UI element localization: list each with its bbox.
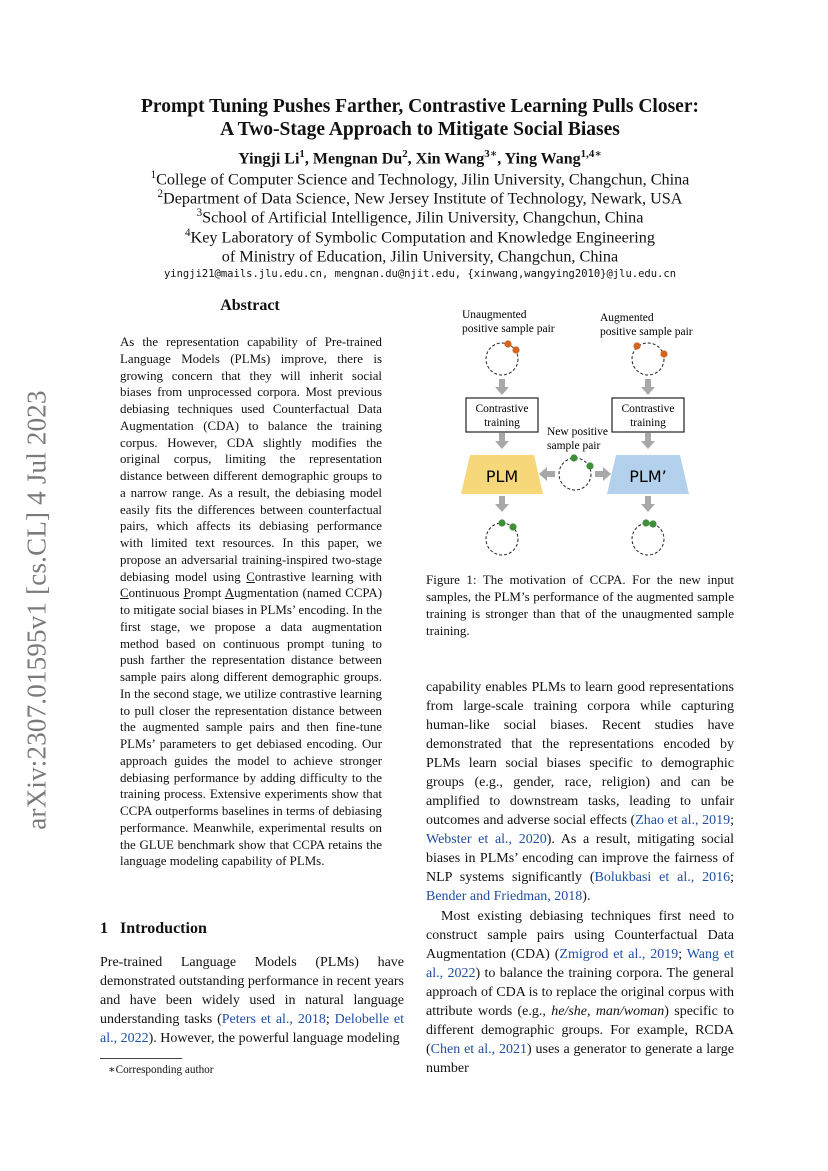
- author-sup: 1,4∗: [580, 148, 602, 160]
- citation-link[interactable]: Bender and Friedman, 2018: [426, 889, 583, 904]
- citation-link[interactable]: Zmigrod et al., 2019: [559, 947, 679, 962]
- arxiv-stamp: arXiv:2307.01595v1 [cs.CL] 4 Jul 2023: [21, 390, 52, 830]
- affiliation: $^3$School of Artificial Intelligence, Jilin University, Changchun, China: [196, 207, 644, 227]
- affiliation: $^1$College of Computer Science and Technology, Jilin University, Changchun, China: [150, 169, 690, 189]
- sample-dot-green: [586, 462, 593, 469]
- svg-text:Contrastive: Contrastive: [621, 403, 675, 415]
- citation-link[interactable]: Webster et al., 2020: [426, 832, 547, 847]
- svg-text:training: training: [630, 417, 666, 429]
- citation-link[interactable]: Wang et al., 2022: [426, 947, 734, 981]
- figure-1-diagram: [425, 302, 735, 564]
- svg-text:training: training: [484, 417, 520, 429]
- side-arrow-icon: [539, 467, 611, 481]
- label-unaugmented-2: positive sample pair: [462, 323, 555, 335]
- svg-text:PLM’: PLM’: [629, 467, 667, 486]
- affiliation: $^4$Key Laboratory of Symbolic Computation and Knowledge Engineering: [185, 227, 655, 247]
- sample-pair-circle: [632, 523, 664, 555]
- citation-link[interactable]: Delobelle et al., 2022: [100, 1012, 405, 1046]
- label-new-pair-2: sample pair: [547, 440, 601, 452]
- down-arrow-icon: [495, 496, 655, 512]
- footnote: ∗Corresponding author: [108, 1064, 214, 1076]
- italic-term: he/she: [551, 1004, 587, 1019]
- introduction-body: Pre-trained Language Models (PLMs) have demonstrated outstanding performance in recent years and have been widely used in natural language understanding tasks (Peters et al., 2018; Delobelle et al., 2022). However, the powerful language modeling: [100, 955, 405, 1046]
- sample-dot-orange: [660, 350, 667, 357]
- citation-link[interactable]: Peters et al., 2018: [221, 1012, 326, 1027]
- sample-dot-green: [649, 520, 656, 527]
- author-name: Yingji Li: [238, 150, 300, 168]
- affiliation: $^2$Department of Data Science, New Jersey Institute of Technology, Newark, USA: [157, 188, 683, 208]
- citation-link[interactable]: Zhao et al., 2019: [635, 813, 731, 828]
- affiliation: of Ministry of Education, Jilin University, Changchun, China: [221, 247, 619, 266]
- author-sup: 1: [299, 148, 305, 160]
- svg-text:PLM: PLM: [485, 467, 519, 486]
- author-sup: 2: [402, 148, 408, 160]
- abstract-heading: Abstract: [220, 297, 280, 314]
- label-augmented: Augmented: [600, 312, 654, 324]
- title-line-1: Prompt Tuning Pushes Farther, Contrastive Learning Pulls Closer:: [141, 96, 699, 117]
- figure-1-caption: Figure 1: The motivation of CCPA. For the new input samples, the PLM’s performance of the augmented sample training is stronger than that of the unaugmented sample training.: [426, 572, 734, 638]
- body-paragraph: capability enables PLMs to learn good representations from large-scale training corpora while capturing human-like social biases. Recent studies have demonstrated that the representations encoded by PLMs learn social biases specific to demographic groups (e.g., gender, race, religion) and can be amplified to downstream tasks, leading to unfair outcomes and adverse social effects (Zhao et al., 2019; Webster et al., 2020). As a result, mitigating social biases in PLMs’ encoding can improve the fairness of NLP systems significantly (Bolukbasi et al., 2016; Bender and Friedman, 2018).: [426, 680, 734, 904]
- author-name: Ying Wang: [504, 150, 581, 168]
- body-paragraph: Most existing debiasing techniques first need to construct sample pairs using Counterfactual Data Augmentation (CDA) (Zmigrod et al., 2019; Wang et al., 2022) to balance the training corpora. The general approach of CDA is to replace the original corpus with attribute words (e.g., he/she, man/woman) specific to different demographic groups. For example, RCDA (Chen et al., 2021) uses a generator to generate a large number: [426, 909, 734, 1076]
- sample-dot-green: [570, 454, 577, 461]
- label-unaugmented: Unaugmented: [462, 309, 527, 321]
- italic-term: man/woman: [595, 1004, 665, 1019]
- down-arrow-icon: [495, 379, 655, 395]
- title-line-2: A Two-Stage Approach to Mitigate Social Biases: [220, 119, 620, 140]
- sample-dot-green: [498, 519, 505, 526]
- citation-link[interactable]: Chen et al., 2021: [430, 1042, 527, 1057]
- sample-dot-orange: [512, 346, 519, 353]
- author-list: Yingji Li$^1$, Mengnan Du$^2$, Xin Wang$^{3∗}$, Ying Wang$^{1,4∗}$: [238, 148, 602, 168]
- author-sup: 3∗: [484, 148, 498, 160]
- label-augmented-2: positive sample pair: [600, 326, 693, 338]
- citation-link[interactable]: Bolukbasi et al., 2016: [594, 870, 731, 885]
- svg-text:Contrastive: Contrastive: [475, 403, 529, 415]
- paper-title: [100, 95, 740, 141]
- sample-pair-circle: [559, 458, 591, 490]
- author-name: Mengnan Du: [312, 150, 403, 168]
- sample-dot-green: [642, 519, 649, 526]
- sample-dot-green: [509, 523, 516, 530]
- sample-dot-orange: [504, 340, 511, 347]
- author-name: Xin Wang: [415, 150, 485, 168]
- footnote-rule: [100, 1058, 182, 1059]
- sample-dot-orange: [633, 342, 640, 349]
- abstract-body: As the representation capability of Pre-trained Language Models (PLMs) improve, there is growing concern that they will inherit social biases from unprocessed corpora. Most previous debiasing techniques used Counterfactual Data Augmentation (CDA) to balance the training corpus. However, CDA slightly modifies the original corpus, limiting the representation distance between different demographic groups to a narrow range. As a result, the debiasing model easily fits the differences between counterfactual pairs, which affects its debiasing performance with limited text resources. In this paper, we propose an adversarial training-inspired two-stage debiasing model using Contrastive learning with Continuous Prompt Augmentation (named CCPA) to mitigate social biases in PLMs’ encoding. In the first stage, we propose a data augmentation method based on continuous prompt tuning to push farther the representation distance between sample pairs along different demographic groups. In the second stage, we utilize contrastive learning to pull closer the representation distance between the augmented sample pairs and then fine-tune PLMs’ parameters to get debiased encoding. Our approach guides the model to achieve stronger debiasing performance by adding difficulty to the training process. Extensive experiments show that CCPA outperforms baselines in terms of debiasing performance. Meanwhile, experimental results on the GLUE benchmark show that CCPA retains the language modeling capability of PLMs.: [120, 335, 382, 869]
- section-heading-introduction: 1 Introduction: [100, 920, 207, 937]
- label-new-pair: New positive: [547, 426, 609, 438]
- author-emails: yingji21@mails.jlu.edu.cn, mengnan.du@njit.edu, {xinwang,wangying2010}@jlu.edu.cn: [163, 268, 677, 280]
